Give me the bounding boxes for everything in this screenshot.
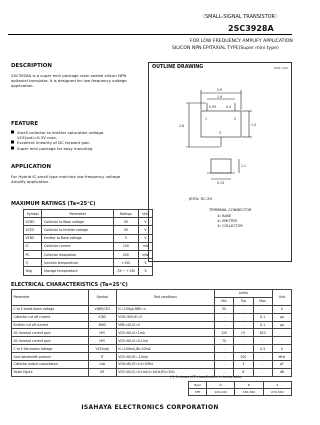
table-row: PC Collector dissipation 200 mW [24, 250, 153, 258]
terminal-item: ②: EMITTER [217, 219, 237, 224]
terminal-item: ③: COLLECTOR [217, 224, 243, 229]
table-row: DC forward current gain hFE VCE=6V,IC=1mA 120 (*) 820 [12, 329, 292, 337]
bullet-icon [11, 141, 14, 144]
table-header-row: Symbol Parameter Ratings Unit [24, 210, 153, 218]
application-text: For Hybrid IC,small type machine low frequency voltage Amplify application. [11, 174, 121, 185]
description-text: 2SC3928A is a super mini package resin sealed silicon NPN epitaxial transistor. It is designed for low frequency voltage application. [11, 73, 127, 89]
table-row: Collector output capacitance Cob VCB=6V,IE=0,f=1MHz - 3 - pF [12, 361, 292, 369]
subtitle-type: SILICON NPN EPITAXIAL TYPE(Super mini type) [172, 46, 279, 51]
company-footer: ISAHAYA ELECTRONICS CORPORATION [81, 404, 219, 411]
category-label: 〈SMALL-SIGNAL TRANSISTOR〉 [200, 14, 281, 20]
max-ratings-heading: MAXIMUM RATINGS (Ta=25℃) [11, 201, 96, 207]
dim-label: 1.9 [217, 95, 223, 99]
hfe-note: (*): It shows hFE classification in below table. [170, 375, 243, 379]
pin-number: 2 [234, 117, 237, 121]
table-row: Emitter cut off current IEBO VEB=4V,IC=0 - - 0.1 μA [12, 321, 292, 329]
table-header-row: Min Typ Max [12, 297, 292, 305]
subtitle-application: FOR LOW FREQUENCY AMPLIFY APPLICATION [190, 39, 293, 44]
header-divider [8, 34, 292, 35]
description-heading: DESCRIPTION [11, 63, 52, 69]
jedec-label: JEITA: SC-59 [189, 196, 212, 201]
max-ratings-table [23, 209, 153, 276]
feature-heading: FEATURE [11, 121, 39, 127]
terminal-item: ①: BASE [217, 214, 232, 218]
dim-label: 1.1 [241, 164, 247, 168]
electrical-table [11, 289, 292, 377]
dim-label: 1.5 [251, 123, 257, 127]
dim-label: 0.95 [209, 105, 217, 109]
table-row: C to E Saturation Voltage VCE(sat) IC=100mA,IB=10mA - - 0.3 V [12, 345, 292, 353]
side-view [211, 159, 231, 173]
dim-label: 2.8 [179, 124, 185, 128]
feature-item: Excellent linearity of DC forward gain [11, 140, 141, 145]
table-row: hFE 120-240 180-360 270-540 [189, 389, 292, 396]
outline-heading: OUTLINE DRAWING [152, 65, 204, 70]
table-row: DC forward current gain hFE VCE=6V,IC=0.1mA 70 - - [12, 337, 292, 345]
table-row: Tj Junction temperature +150 ℃ [24, 259, 153, 267]
hfe-class-table [188, 381, 292, 396]
table-row: VCBO Collector to Base voltage 50 V [24, 218, 153, 226]
terminal-heading: TERMINAL CONNECTOR [209, 208, 252, 212]
dim-label: 2.9 [217, 88, 223, 92]
dim-label: 0.4 [226, 105, 232, 109]
table-row: C to E break down voltage V(BR)CEO IC=100μA,RBE=∞ 50 - - V [12, 305, 292, 313]
feature-item: Small collector to emitter saturation voltage. [11, 130, 141, 135]
package-drawing [149, 63, 293, 195]
table-row: VEBO Emitter to Base voltage 5 V [24, 234, 153, 242]
table-header-row: Parameter Symbol Test conditions Limits Unit [12, 290, 292, 298]
table-row: Item Q R S [189, 382, 292, 389]
table-row: Collector cut off current ICBO VCB=50V,IE=0 - - 0.1 μA [12, 313, 292, 321]
feature-item: VCE(sat)=0.3V max. [17, 135, 57, 141]
table-row: Gain bandwidth product fT VCE=6V,IE=-10mA - 200 - MHz [12, 353, 292, 361]
bullet-icon [11, 131, 14, 134]
dim-label: 0.15 [217, 181, 225, 185]
electrical-heading: ELECTRICAL CHARACTERISTICS (Ta=25℃) [11, 282, 128, 288]
pin-number: 1 [205, 117, 208, 121]
table-row: Noise Figure NF VCE=6V,IC=0.1mA,f=1kHz,RG=2kΩ - 6 - dB [12, 368, 292, 376]
table-row: Tstg Storage temperature -55 ~ +150 ℃ [24, 267, 153, 275]
application-heading: APPLICATION [11, 164, 51, 170]
feature-item: Super mini package for easy mounting [11, 146, 141, 151]
table-row: VCEO Collector to Emitter voltage 50 V [24, 226, 153, 234]
outline-unit: Unit: mm [274, 66, 288, 70]
feature-list [11, 130, 141, 151]
outline-drawing-panel [148, 62, 292, 262]
part-number: 2SC3928A [228, 24, 274, 33]
pin-number: 3 [219, 131, 222, 135]
table-row: IC Collector current 100 mA [24, 242, 153, 250]
terminal-list [217, 214, 243, 230]
bullet-icon [11, 146, 14, 149]
